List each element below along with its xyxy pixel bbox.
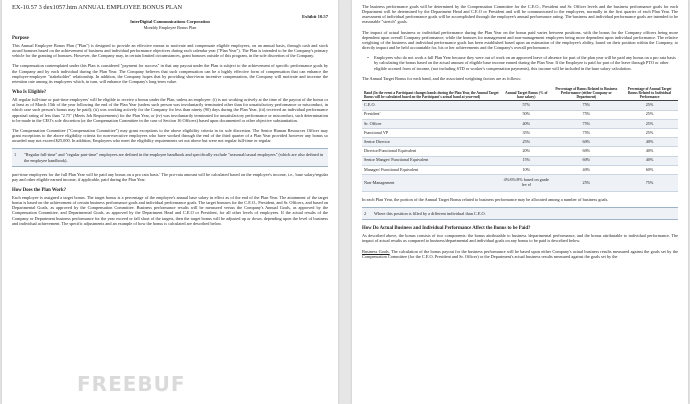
business-cell: 60% <box>552 147 622 156</box>
table-row <box>362 156 678 165</box>
target-cell: 57% <box>501 101 552 110</box>
target-cell: 40% <box>501 119 552 128</box>
exhibit-number: Exhibit 10.57 <box>301 14 328 19</box>
purpose-paragraph-2: The compensation contemplated under this Plan is considered "payment for success" in that any payout under the Plan is subject to the achievement of specific performance goals by the Company and by each individual during the Plan Year. The Company believes that such compensation can be a highly effective form of compensation that can enhance the employer-employee "stakeholder" relationship. In addition, the Company hopes that by providing short-term incentive compensation, the Company will motivate and increase the retention rate among its employees which, in turn, will enhance the Company's long-term value. <box>12 63 328 84</box>
document-header <box>12 4 328 19</box>
individual-cell: 40% <box>621 156 678 165</box>
band-cell: Director/Functional Equivalent <box>362 147 501 156</box>
table-row <box>362 129 678 138</box>
footnote-box <box>12 148 328 166</box>
individual-cell: 25% <box>621 101 678 110</box>
table-row <box>362 110 678 119</box>
business-cell: 60% <box>552 138 622 147</box>
right-page <box>352 0 688 404</box>
header-individual: Percentage of Annual Target Bonus Related to Individual Performance <box>621 86 678 101</box>
target-cell: 25% <box>501 138 552 147</box>
leave-bullet-text: Employees who do not work a full Plan Year because they were out of work on an approved leave of absence for part of the plan year will be paid any bonus on a pro rata basis by calculating the bonus based on the actual amount of eligible base income earned during the Plan Year. If the Employee is paid for part of the leave through PTO or other eligible accrued form of income, (not including STD or worker's compensation payments), this income will be included in the base salary calculation. <box>374 55 676 71</box>
business-cell: 60% <box>552 156 622 165</box>
header-target: Annual Target Bonus (% of base salary) <box>501 86 552 101</box>
footnote <box>14 152 326 162</box>
table-row <box>362 174 678 191</box>
target-cell: 15% <box>501 156 552 165</box>
business-cell: 75% <box>552 129 622 138</box>
target-cell: 50% <box>501 110 552 119</box>
business-cell: 75% <box>552 101 622 110</box>
eligibility-paragraph-1: All regular full-time or part-time employees' will be eligible to receive a bonus under the Plan, unless an employee: (i) is not working actively at the time of the payout of the bonus or at least as of March 15th of the year following the end of the Plan Year (unless such person was involuntarily terminated other than for unsatisfactory performance or misconduct, in which case such person's bonus may be paid); (ii) was working actively for the Company for less than ninety (90) days during the Plan Year, (iii) received an individual performance appraisal rating of less than "2.75" (Meets Job Requirements) for the Plan Year, or (iv) was involuntarily terminated for unsatisfactory performance or misconduct, such determination to be made in the CEO's sole discretion (or the Compensation Committee in the case of Section 16 Officers) based upon documented or other objective substantiation. <box>12 97 328 123</box>
target-cell: 10% <box>501 165 552 174</box>
footnote-box-2 <box>362 207 678 220</box>
footnote-2 <box>364 211 676 216</box>
table-intro: The Annual Target Bonus for each band, and the associated weighting factors are as follows: <box>362 75 522 81</box>
individual-cell: 40% <box>621 138 678 147</box>
table-row <box>362 165 678 174</box>
footnote-marker: 1 <box>14 152 17 158</box>
watermark-logo: FREEBUF <box>77 372 186 396</box>
header-business: Percentage of Bonus Related to Business Performance (either Company or Department) <box>552 86 622 101</box>
business-goals-label: Business Goals. <box>362 248 390 254</box>
table-row <box>362 101 678 110</box>
bullet-icon: • <box>367 55 369 61</box>
eligibility-paragraph-2: The Compensation Committee ("Compensation Committee") may grant exceptions to the above eligibility criteria in its sole discretion. The Senior Human Resources Officer may grant exceptions to the above eligibility criteria for non-executive employees who have worked through the end of the third quarter of a Plan Year provided however any bonus so awarded may not exceed $25,000. In addition, Employees who meet the eligibility requirements set out above but were not regular full-time or regular <box>12 127 328 144</box>
plan-works-paragraph: Each employee is assigned a target bonus. The target bonus is a percentage of the employee's annual base salary in effect as of the end of the Plan Year. The attainment of the target bonus is based on the achievement of certain business performance goals and individual performance goals. The target bonuses for the C.E.O., President, and Sr. Officers, and based on Departmental Goals, as approved by the Compensation Committee. Business performance results will be measured versus the Company's Annual Goals, as approved by the Compensation Committee, and Departmental Goals, as approved by the Department Head and C.E.O or President, for all other levels of employees. If the actual results of the Company or Department business performance for the year exceed or fall short of the targets, then the target bonus will be adjusted up or down, depending upon the level of business and individual achievement. The specific adjustments and an example of how the bonus is calculated are described below. <box>12 194 328 226</box>
company-name: InterDigital Communications Corporation <box>130 19 210 24</box>
footnote-text-2: Where this position is filled by a different individual than C.E.O. <box>374 211 486 217</box>
footnote-marker-2: 2 <box>364 211 367 217</box>
band-cell: President' <box>362 110 501 119</box>
performance-heading: How Do Actual Business and Individual Performance Affect the Bonus to be Paid? <box>362 226 531 232</box>
business-cell: 40% <box>552 165 622 174</box>
band-cell: Manager/ Functional Equivalent <box>362 165 501 174</box>
individual-cell: 25% <box>621 129 678 138</box>
band-cell: C.E.O. <box>362 101 501 110</box>
footnote-text: "Regular full-time" and "regular part-time" employees are defined in the employee handbook and specifically exclude "seasonal/casual employees" (which are also defined in the employee handbook). <box>24 152 324 163</box>
business-cell: 25% <box>552 174 622 191</box>
leave-bullet <box>362 55 678 70</box>
eligibility-paragraph-3: part-time employees for the full Plan Year will be paid any bonus on a pro rata basis.' The pro-rata amount will be calculated based on the employee's income, i.e., base salary/regular pay and other eligible earned income, if applicable, paid during the Plan Year. <box>12 171 328 182</box>
impact-paragraph: The impact of actual business or individual performance during the Plan Year on the bonus paid varies between positions, with the bonus for the Company officers being more dependent upon overall Company performance, while the bonuses for management and non-management employees being more dependent upon individual performance. The relative weighting of the business and individual performance goals has been established based upon an estimation of the employee's ability, based on their position within the Company, to directly impact and be held accountable for, his or her achievements and the Company's overall performance. <box>362 29 678 51</box>
individual-cell: 40% <box>621 147 678 156</box>
header-band: Band (In the event a Participant changes bands during the Plan Year, the Annual Target Bonus will be calculated based on the Participant's actual band at year-end) <box>362 86 501 101</box>
left-page <box>2 0 338 404</box>
business-goals-text: The calculation of the bonus payout for the business performance will be based upon either Company's actual business results measured against the goals set by the Compensation Committee (for the C.E.O, President and Sr. Officer) or the Department's actual business results measured against the goals set by the <box>362 248 678 259</box>
target-cell: 20% <box>501 147 552 156</box>
band-cell: Sr. Officer <box>362 119 501 128</box>
purpose-heading: Purpose <box>12 36 29 41</box>
document-title: EX-10.57 3 dex1057.htm ANNUAL EMPLOYEE BONUS PLAN <box>12 4 183 11</box>
business-goals-paragraph <box>362 249 678 259</box>
plan-works-heading: How Does the Plan Work? <box>12 187 67 193</box>
individual-cell: 25% <box>621 110 678 119</box>
band-cell: Non-Management <box>362 174 501 191</box>
individual-cell: 60% <box>621 165 678 174</box>
table-header-row <box>362 86 678 101</box>
individual-cell: 75% <box>621 174 678 191</box>
individual-cell: 25% <box>621 119 678 128</box>
purpose-paragraph-1: This Annual Employee Bonus Plan ("Plan") is designed to provide an effective means to motivate and compensate eligible employees, on an annual basis, through cash and stock award bonuses based on the achievement of business and individual performance objectives during each calendar year ("Plan Year"). The Plan is intended to be the Company's primary vehicle for the granting of bonuses. However, the Company may, in certain limited circumstances, grant bonuses outside of this program, in the sole discretion of the Company. <box>12 43 328 59</box>
band-cell: Senior Director <box>362 138 501 147</box>
band-cell: Functional VP <box>362 129 501 138</box>
band-cell: Senior Manger/ Functional Equivalent <box>362 156 501 165</box>
allocation-paragraph: In each Plan Year, the portion of the Annual Target Bonus related to business performance may be allocated among a number of business goals. <box>362 196 609 202</box>
table-row <box>362 119 678 128</box>
business-cell: 75% <box>552 119 622 128</box>
bonus-table <box>362 86 678 192</box>
business-cell: 75% <box>552 110 622 119</box>
target-cell: 35% <box>501 129 552 138</box>
goals-paragraph: The business performance goals will be determined by the Compensation Committee for the C.E.O., President and Sr. Officer levels and the business performance goals for each Department will be determined by the Department Head and C.E.O or President and will be communicated to the employees, normally in the first quarter of each Plan Year. The assessment of individual performance goals will be accomplished through the employee's annual performance rating. The business and individual performance goals are intended to be reasonable "stretch" goals. <box>362 4 678 25</box>
target-cell: 4%/6%/8% based on grade lev el <box>501 174 552 191</box>
eligibility-heading: Who Is Eligible? <box>12 90 47 96</box>
table-row <box>362 138 678 147</box>
plan-name: Monthly Employee Bonus Plan <box>143 25 197 30</box>
performance-paragraph: As described above, the bonus consists of two components: the bonus attributable to business /departmental performance, and the bonus attributable to individual performance. The impact of actual results as compared to business/departmental and individual goals on any bonus to be paid is described below. <box>362 233 678 244</box>
table-row <box>362 147 678 156</box>
